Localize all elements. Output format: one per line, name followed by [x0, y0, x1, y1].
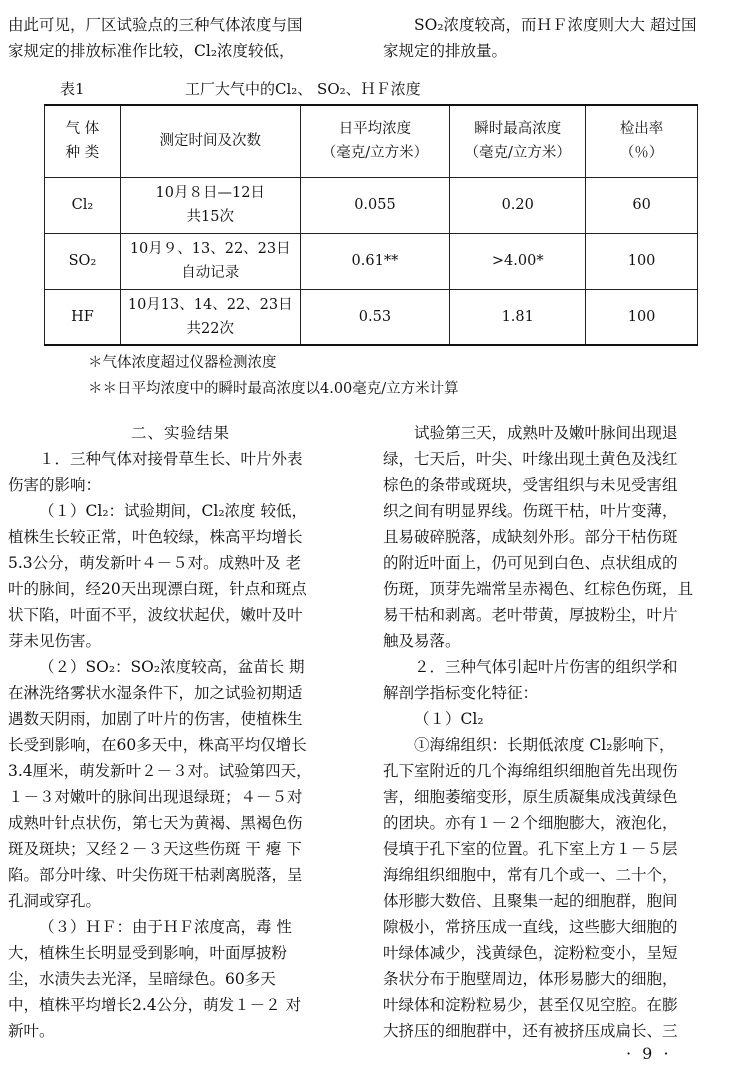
header-peak-line-1: 瞬时最高浓度 — [474, 121, 562, 138]
text-line: 易干枯和剥离。老叶带黄，厚披粉尘，叶片 — [383, 606, 678, 624]
left-body-lines — [8, 446, 353, 1044]
cell-time — [120, 177, 300, 233]
table-row — [45, 289, 698, 345]
header-daily-avg — [300, 105, 450, 177]
text-line: 成熟叶针点状伤，第七天为黄褐、黑褐色伤 — [8, 814, 303, 832]
header-detection-rate — [586, 105, 698, 177]
text-line: 海绵组织细胞中，常有几个或一、二十个， — [383, 866, 678, 884]
cell-rate: 100 — [586, 233, 698, 289]
cell-time — [120, 289, 300, 345]
data-table — [44, 104, 698, 346]
cell-gas: Cl₂ — [45, 177, 121, 233]
text-line: 植株生长较正常，叶色较绿，株高平均增长 — [8, 528, 303, 546]
text-line: 试验第三天，成熟叶及嫩叶脉间出现退 — [414, 424, 678, 442]
text-line: 侵填于孔下室的位置。孔下室上方１－５层 — [383, 840, 678, 858]
table-header-row — [45, 105, 698, 177]
cell-gas: SO₂ — [45, 233, 121, 289]
table-note-2: ＊＊日平均浓度中的瞬时最高浓度以4.00毫克/立方米计算 — [88, 381, 459, 397]
text-line: 长受到影响，在60多天中，株高平均仅增长 — [8, 736, 307, 754]
text-line: 尘，水渍失去光泽，呈暗绿色。60多天 — [8, 970, 276, 988]
text-line: 遇数天阴雨，加剧了叶片的伤害，使植株生 — [8, 710, 303, 728]
cell-time-line-1: 10月13、14、22、23日 — [127, 296, 293, 313]
text-line: 状下陷，叶面不平，波纹状起伏，嫩叶及叶 — [8, 606, 303, 624]
cell-time-line-2: 共22次 — [186, 320, 234, 337]
table-note-1: ＊气体浓度超过仪器检测浓度 — [88, 355, 277, 371]
text-line: 绿，七天后，叶尖、叶缘出现土黄色及浅红 — [383, 450, 678, 468]
cell-time-line-1: 10月９、13、22、23日 — [129, 241, 291, 257]
left-body-column — [8, 420, 353, 1044]
intro-right-line-1: SO₂浓度较高，而ＨＦ浓度则大大 超过国 — [414, 16, 697, 34]
text-line: 隙极小，常挤压成一直线，这些膨大细胞的 — [383, 918, 678, 936]
text-line: 叶的脉间，经20天出现漂白斑，针点和斑点 — [8, 580, 307, 598]
text-line: 3.4厘米，萌发新叶２－３对。试验第四天， — [8, 762, 312, 780]
header-daily-avg-line-2: （毫克/立方米） — [321, 145, 429, 162]
header-daily-avg-line-1: 日平均浓度 — [338, 121, 412, 138]
right-body-column — [383, 420, 728, 1044]
header-peak — [450, 105, 586, 177]
text-line: 5.3公分，萌发新叶４－５对。成熟叶及 老 — [8, 554, 302, 572]
text-line: 新叶。 — [8, 1022, 55, 1040]
header-time-line-1: 测定时间及次数 — [159, 133, 261, 150]
text-line: １－３对嫩叶的脉间出现退绿斑；４－５对 — [8, 788, 303, 806]
header-gas-type-line-2: 种 类 — [65, 145, 100, 162]
text-line: １．三种气体对接骨草生长、叶片外表 — [39, 450, 303, 468]
intro-left-line-2: 家规定的排放标准作比较，Cl₂浓度较低， — [8, 42, 295, 60]
cell-peak: 0.20 — [450, 177, 586, 233]
text-line: 芽未见伤害。 — [8, 632, 102, 650]
cell-time-line-1: 10月８日—12日 — [155, 185, 265, 201]
text-line: 的团块。亦有１－２个细胞膨大，液泡化， — [383, 814, 678, 832]
table-number: 表1 — [60, 80, 85, 98]
intro-right-column — [383, 12, 728, 64]
text-line: 触及易落。 — [383, 632, 461, 650]
intro-right-line-2: 家规定的排放量。 — [383, 42, 508, 60]
text-line: （１）Cl₂ — [414, 710, 484, 728]
cell-peak: >4.00* — [450, 233, 586, 289]
concentration-table — [44, 104, 698, 346]
header-peak-line-2: （毫克/立方米） — [464, 145, 571, 162]
page-number: · 9 · — [626, 1044, 672, 1063]
text-line: （３）ＨＦ：由于ＨＦ浓度高，毒 性 — [39, 918, 292, 936]
table-title: 工厂大气中的Cl₂、 SO₂、ＨＦ浓度 — [185, 80, 421, 98]
text-line: 伤害的影响： — [8, 476, 102, 494]
text-line: 大，植株生长明显受到影响，叶面厚披粉 — [8, 944, 288, 962]
section-title: 二、实验结果 — [130, 424, 230, 442]
cell-rate: 60 — [586, 177, 698, 233]
cell-time-line-2: 自动记录 — [181, 265, 240, 281]
text-line: 孔洞或穿孔。 — [8, 892, 102, 910]
right-body-lines — [383, 420, 728, 1044]
text-line: 伤斑，顶芽先端常呈赤褐色、红棕色伤斑，且 — [383, 580, 694, 598]
text-line: 中，植株平均增长2.4公分，萌发１－２ 对 — [8, 996, 302, 1014]
intro-left-column — [8, 12, 353, 64]
cell-daily: 0.055 — [300, 177, 450, 233]
table-notes — [88, 350, 459, 402]
intro-left-line-1: 由此可见，厂区试验点的三种气体浓度与国 — [8, 16, 303, 34]
text-line: 叶绿体和淀粉粒易少，甚至仅见空腔。在膨 — [383, 996, 678, 1014]
cell-rate: 100 — [586, 289, 698, 345]
cell-daily: 0.61** — [300, 233, 450, 289]
text-line: 解剖学指标变化特征： — [383, 684, 539, 702]
text-line: 在淋洗络雾状水湿条件下，加之试验初期适 — [8, 684, 303, 702]
text-line: ２．三种气体引起叶片伤害的组织学和 — [414, 658, 678, 676]
text-line: 的附近叶面上，仍可见到白色、点状组成的 — [383, 554, 678, 572]
cell-daily: 0.53 — [300, 289, 450, 345]
header-gas-type — [45, 105, 121, 177]
text-line: ①海绵组织：长期低浓度 Cl₂影响下， — [414, 736, 675, 754]
cell-time-line-2: 共15次 — [186, 209, 234, 225]
text-line: 孔下室附近的几个海绵组织细胞首先出现伤 — [383, 762, 678, 780]
text-line: 织之间有明显界线。伤斑干枯，叶片变薄， — [383, 502, 678, 520]
header-detection-rate-line-1: 检出率 — [619, 121, 664, 138]
text-line: 叶绿体减少，浅黄绿色，淀粉粒变小，呈短 — [383, 944, 678, 962]
table-row — [45, 233, 698, 289]
text-line: 大挤压的细胞群中，还有被挤压成扁长、三 — [383, 1022, 678, 1040]
text-line: 条状分布于胞壁周边，体形易膨大的细胞， — [383, 970, 678, 988]
text-line: 斑及斑块；又经２－３天这些伤斑 干 瘪 下 — [8, 840, 302, 858]
header-detection-rate-line-2: （％） — [619, 145, 664, 162]
text-line: 且易破碎脱落，成缺刻外形。部分干枯伤斑 — [383, 528, 678, 546]
cell-time — [120, 233, 300, 289]
header-time — [120, 105, 300, 177]
text-line: 陷。部分叶缘、叶尖伤斑干枯剥离脱落，呈 — [8, 866, 303, 884]
cell-peak: 1.81 — [450, 289, 586, 345]
cell-gas: HF — [45, 289, 121, 345]
text-line: 棕色的条带或斑块，受害组织与未见受害组 — [383, 476, 678, 494]
text-line: （２）SO₂：SO₂浓度较高，盆苗长 期 — [39, 658, 305, 676]
text-line: （１）Cl₂：试验期间，Cl₂浓度 较低， — [39, 502, 307, 520]
text-line: 害，细胞萎缩变形，原生质凝集成浅黄绿色 — [383, 788, 678, 806]
header-gas-type-line-1: 气 体 — [65, 121, 100, 138]
table-row — [45, 177, 698, 233]
text-line: 体形膨大数倍、且聚集一起的细胞群，胞间 — [383, 892, 678, 910]
table-caption — [60, 78, 720, 99]
